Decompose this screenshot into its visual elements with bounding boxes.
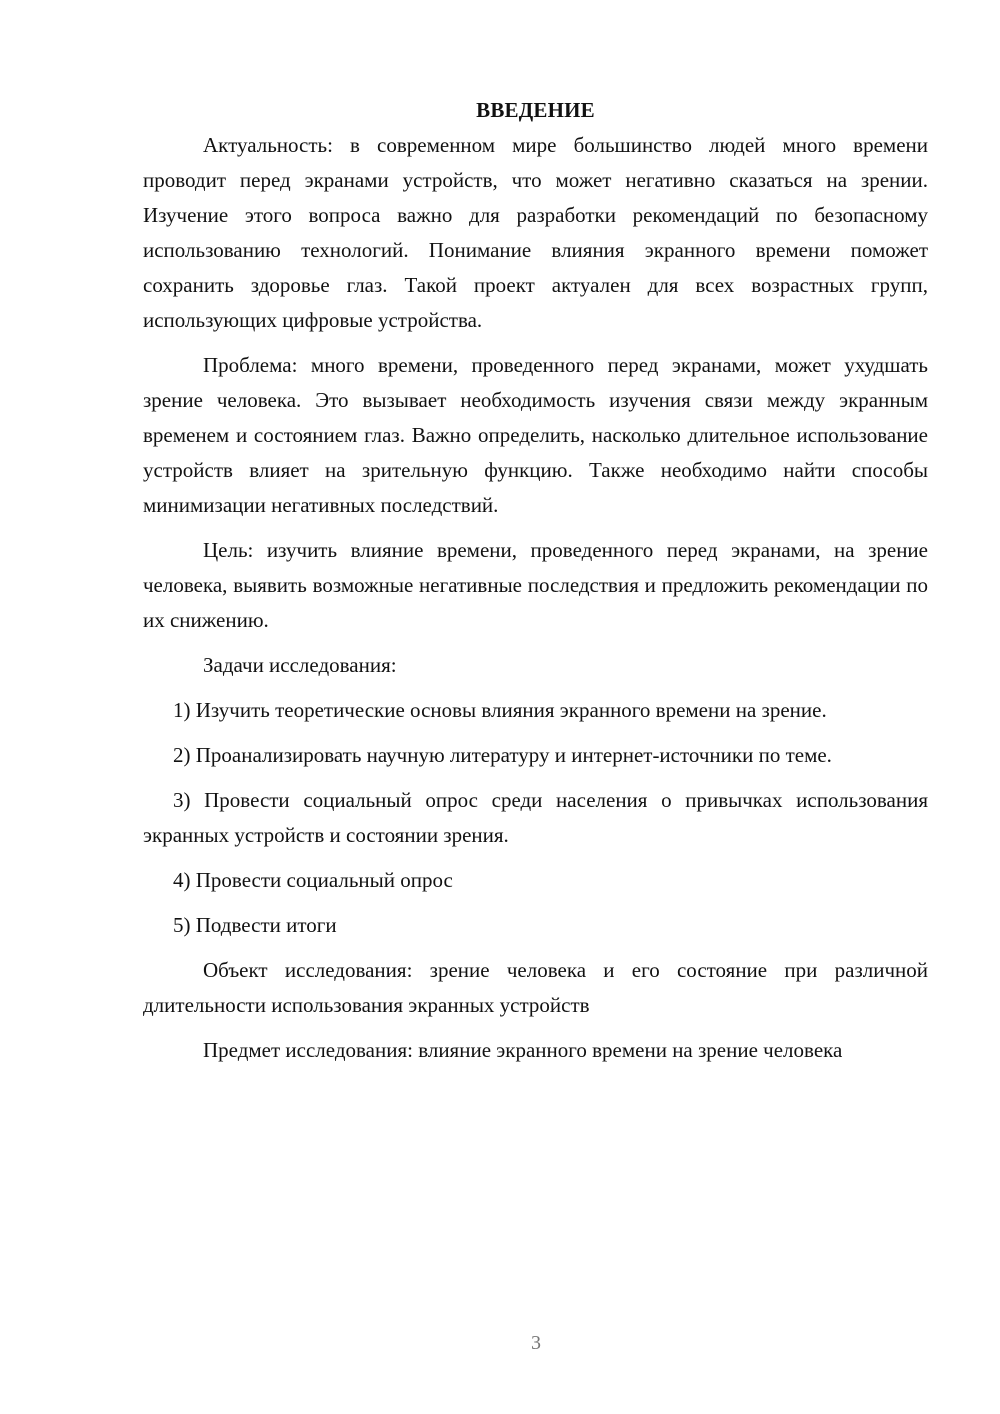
- paragraph-relevance: Актуальность: в современном мире большинство людей много времени проводит перед экранами устройств, что может негативно сказаться на зрении. Изучение этого вопроса важно для разработки рекомендаций по безопасному использованию технологий. Понимание влияния экранного времени поможет сохранить здоровье глаз. Такой проект актуален для всех возрастных групп, использующих цифровые устройства.: [143, 133, 928, 332]
- task-item-5: 5) Подвести итоги: [173, 913, 337, 937]
- page-number: 3: [531, 1332, 541, 1354]
- paragraph-problem: Проблема: много времени, проведенного перед экранами, может ухудшать зрение человека. Это вызывает необходимость изучения связи между экранным временем и состоянием глаз. Важно определить, насколько длительное использование устройств влияет на зрительную функцию. Также необходимо найти способы минимизации негативных последствий.: [143, 353, 928, 517]
- task-item-4: 4) Провести социальный опрос: [173, 868, 453, 892]
- paragraph-object: Объект исследования: зрение человека и его состояние при различной длительности использования экранных устройств: [143, 958, 928, 1017]
- task-item-3: 3) Провести социальный опрос среди населения о привычках использования экранных устройств и состоянии зрения.: [143, 788, 928, 847]
- paragraph-goal: Цель: изучить влияние времени, проведенного перед экранами, на зрение человека, выявить возможные негативные последствия и предложить рекомендации по их снижению.: [143, 538, 928, 632]
- paragraph-subject: Предмет исследования: влияние экранного времени на зрение человека: [203, 1038, 843, 1062]
- document-page: [143, 93, 928, 1078]
- task-item-1: 1) Изучить теоретические основы влияния экранного времени на зрение.: [173, 698, 827, 722]
- tasks-heading: Задачи исследования:: [203, 653, 397, 677]
- page-title: ВВЕДЕНИЕ: [476, 98, 595, 122]
- task-item-2: 2) Проанализировать научную литературу и интернет-источники по теме.: [173, 743, 832, 767]
